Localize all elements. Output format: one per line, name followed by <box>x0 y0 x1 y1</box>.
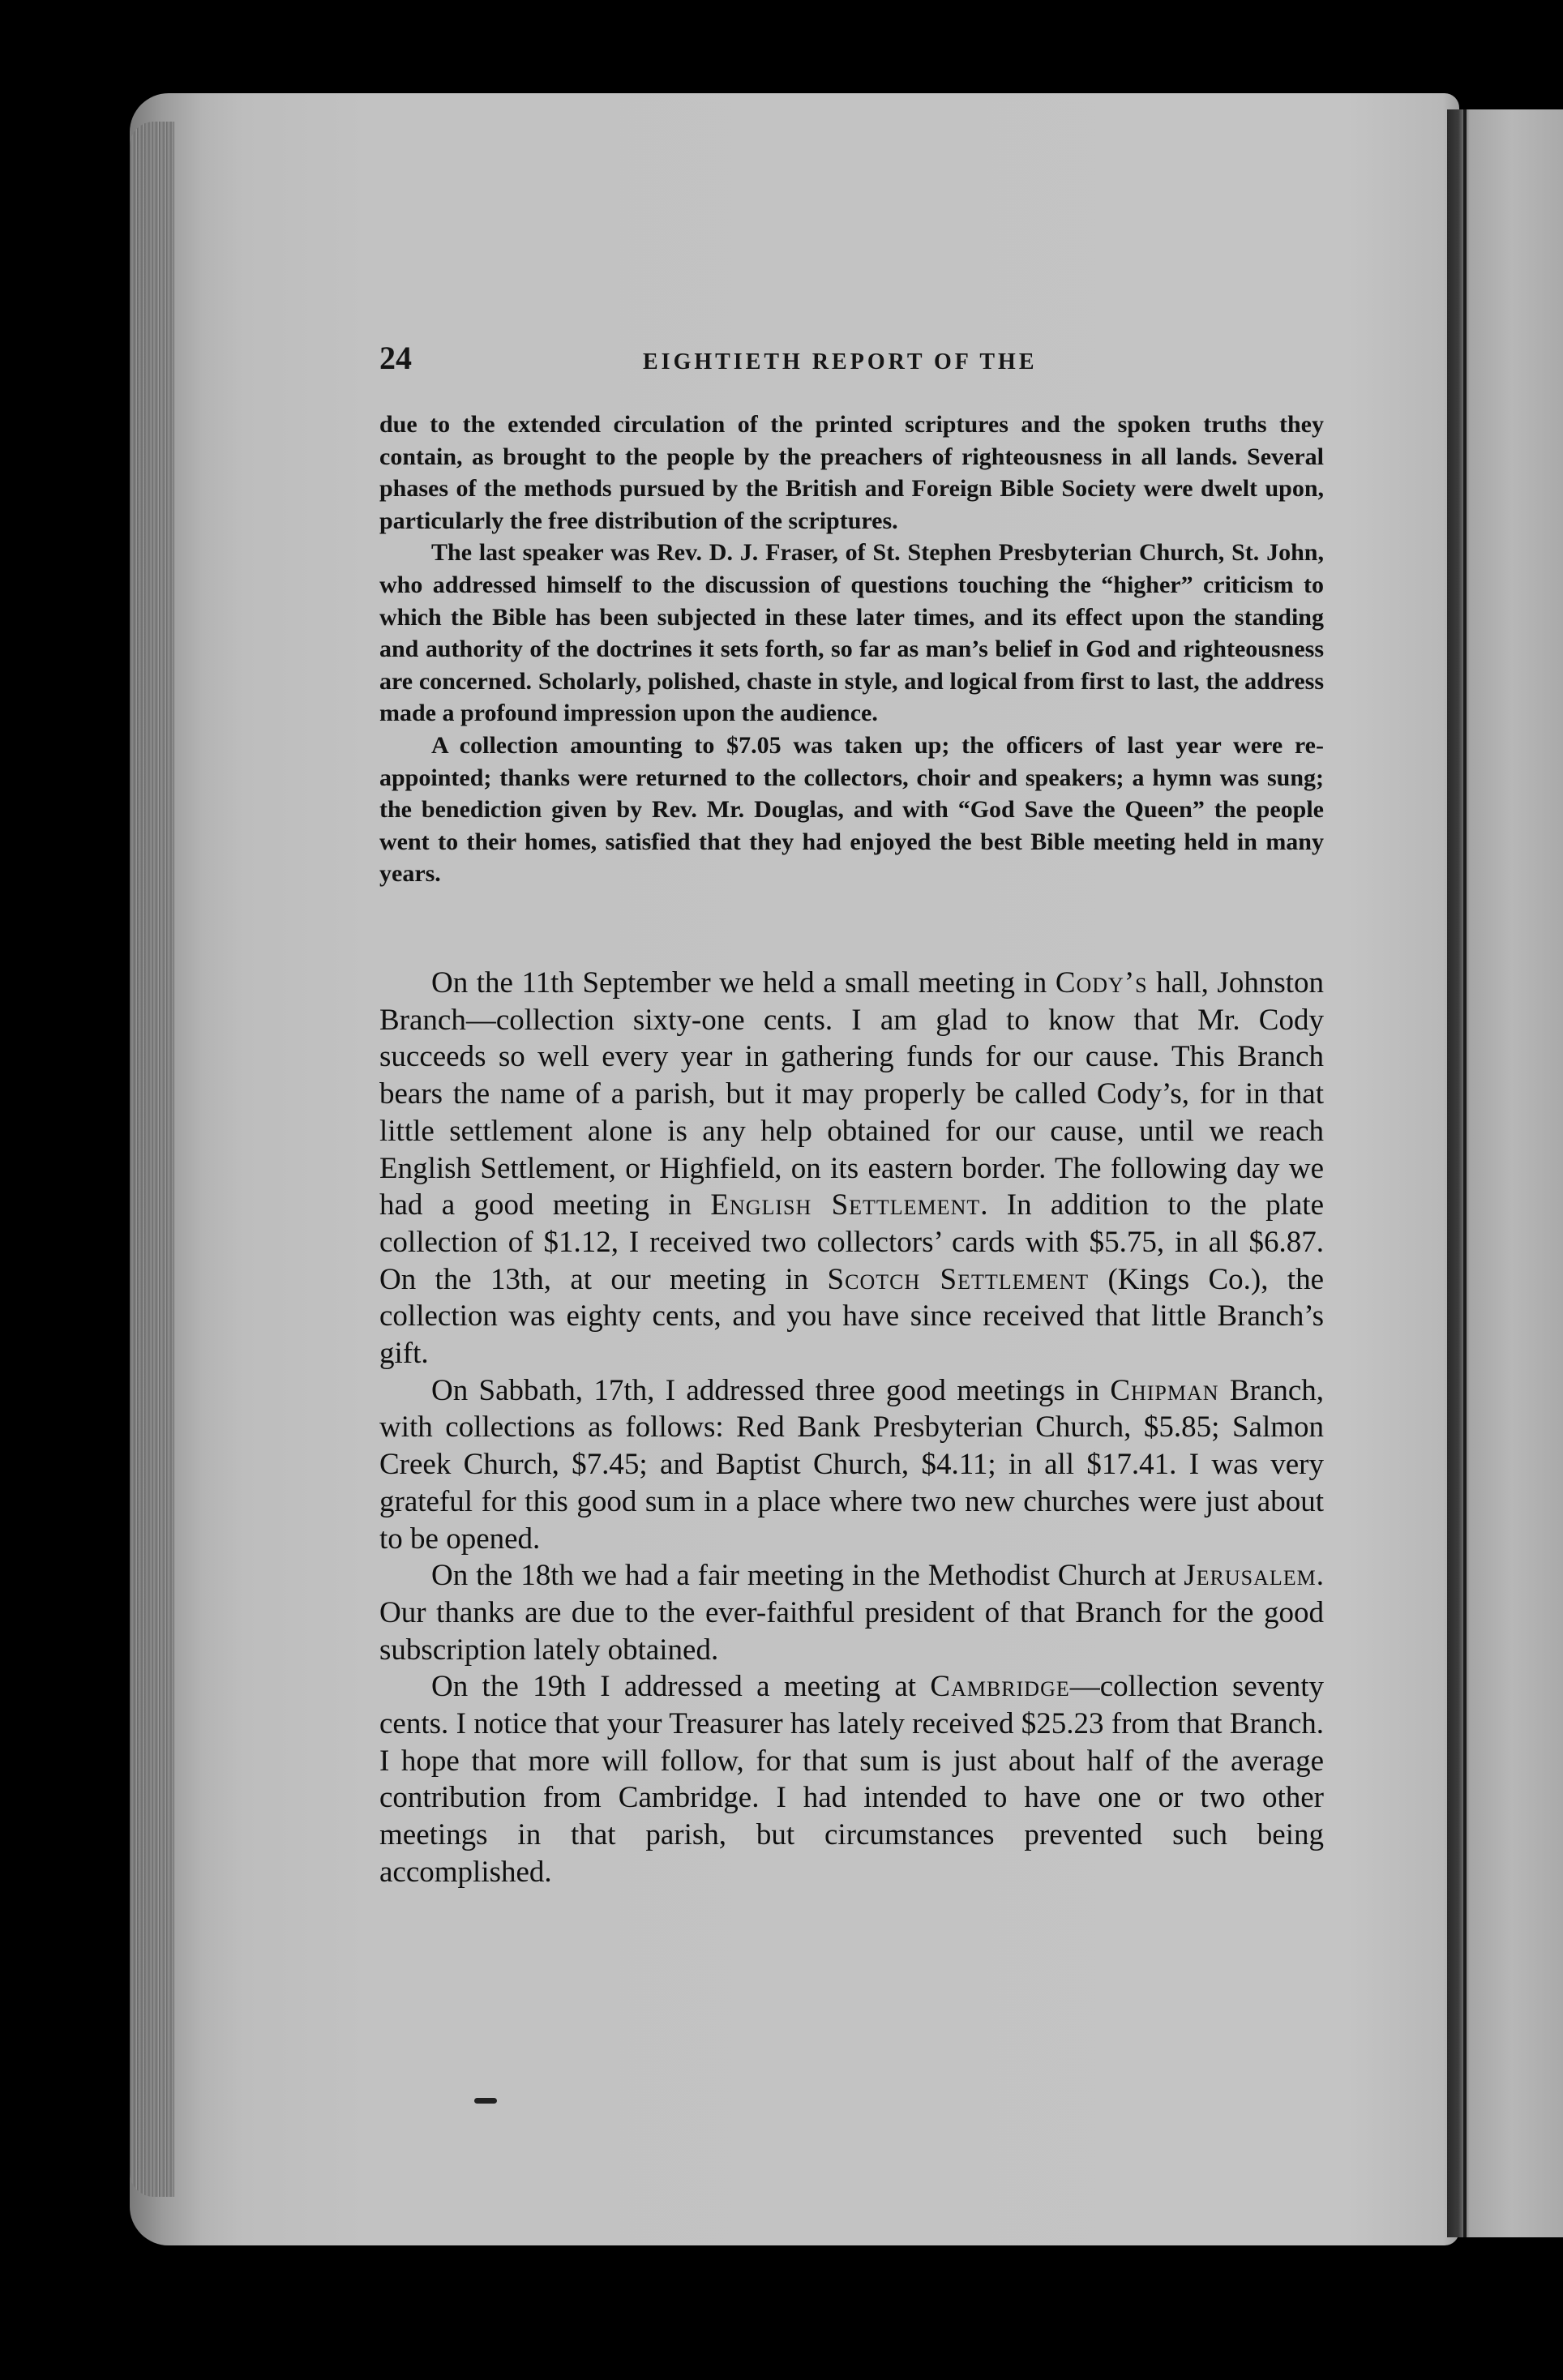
paragraph-continuation: due to the extended circulation of the printed scriptures and the spoken truths they contain, as brought to the people by the preachers of righteousness in all lands. Several phases of the methods pursued by the British and Foreign Bible Society were dwelt upon, particularly the free distribution of the scriptures. <box>379 411 1324 534</box>
place-name: Cambridge <box>930 1670 1070 1704</box>
gutter-line <box>1463 109 1467 2237</box>
paragraph-11th-september: On the 11th September we held a small meeting in Cody’s hall, Johnston Branch—collection sixty-one cents. I am glad to know that Mr. Cody succeeds so well every year in gathering funds for our cause. This Branch bears the name of a parish, but it may properly be called Cody’s, for in that little settlement alone is any help obtained for our cause, until we reach English Settlement, or Highfield, on its eastern border. The following day we had a good meeting in English Settlement. In addition to the plate collection of $1.12, I received two collectors’ cards with $5.75, in all $6.87. On the 13th, at our meeting in Scotch Settlement (Kings Co.), the collection was eighty cents, and you have since received that little Branch’s gift. <box>379 966 1324 1371</box>
small-print-section <box>379 409 1324 890</box>
place-name: English Settlement <box>710 1188 981 1222</box>
page-header <box>379 339 1324 379</box>
paragraph-collection: A collection amounting to $7.05 was taken up; the officers of last year were re-appointed; thanks were returned to the collectors, choir and speakers; a hymn was sung; the benediction given by Rev. Mr. Douglas, and with “God Save the Queen” the people went to their homes, satisfied that they had enjoyed the best Bible meeting held in many years. <box>379 731 1324 888</box>
page-edges <box>130 122 174 2197</box>
place-name: Scotch Settlement <box>827 1262 1090 1296</box>
running-head: EIGHTIETH REPORT OF THE <box>643 349 1038 375</box>
ink-mark <box>474 2098 497 2104</box>
place-name: Cody’s <box>1055 966 1148 1000</box>
main-print-section <box>379 965 1324 1891</box>
paragraph-19th: On the 19th I addressed a meeting at Cambridge—collection seventy cents. I notice that your Treasurer has lately received $25.23 from that Branch. I hope that more will follow, for that sum is just about half of the average contribution from Cambridge. I had intended to have one or two other meetings in that parish, but circumstances prevented such being accomplished. <box>379 1670 1324 1889</box>
place-name: Jerusalem <box>1184 1559 1317 1593</box>
paragraph-18th: On the 18th we had a fair meeting in the Methodist Church at Jerusalem. Our thanks are due to the ever-faithful president of that Branch for the good subscription lately obtained. <box>379 1559 1324 1667</box>
paragraph-sabbath: On Sabbath, 17th, I addressed three good meetings in Chipman Branch, with collections as follows: Red Bank Presbyterian Church, $5.85; Salmon Creek Church, $7.45; and Baptist Church, $4.11; in all $17.41. I was very grateful for this good sum in a place where two new churches were just about to be opened. <box>379 1373 1324 1556</box>
page-number: 24 <box>379 340 412 376</box>
paragraph-last-speaker: The last speaker was Rev. D. J. Fraser, of St. Stephen Presbyterian Church, St. John, who addressed himself to the discussion of questions touching the “higher” criticism to which the Bible has been subjected in these later times, and its effect upon the standing and authority of the doctrines it sets forth, so far as man’s belief in God and righteousness are concerned. Scholarly, polished, chaste in style, and logical from first to last, the address made a profound impression upon the audience. <box>379 539 1324 727</box>
place-name: Chipman <box>1110 1373 1219 1407</box>
